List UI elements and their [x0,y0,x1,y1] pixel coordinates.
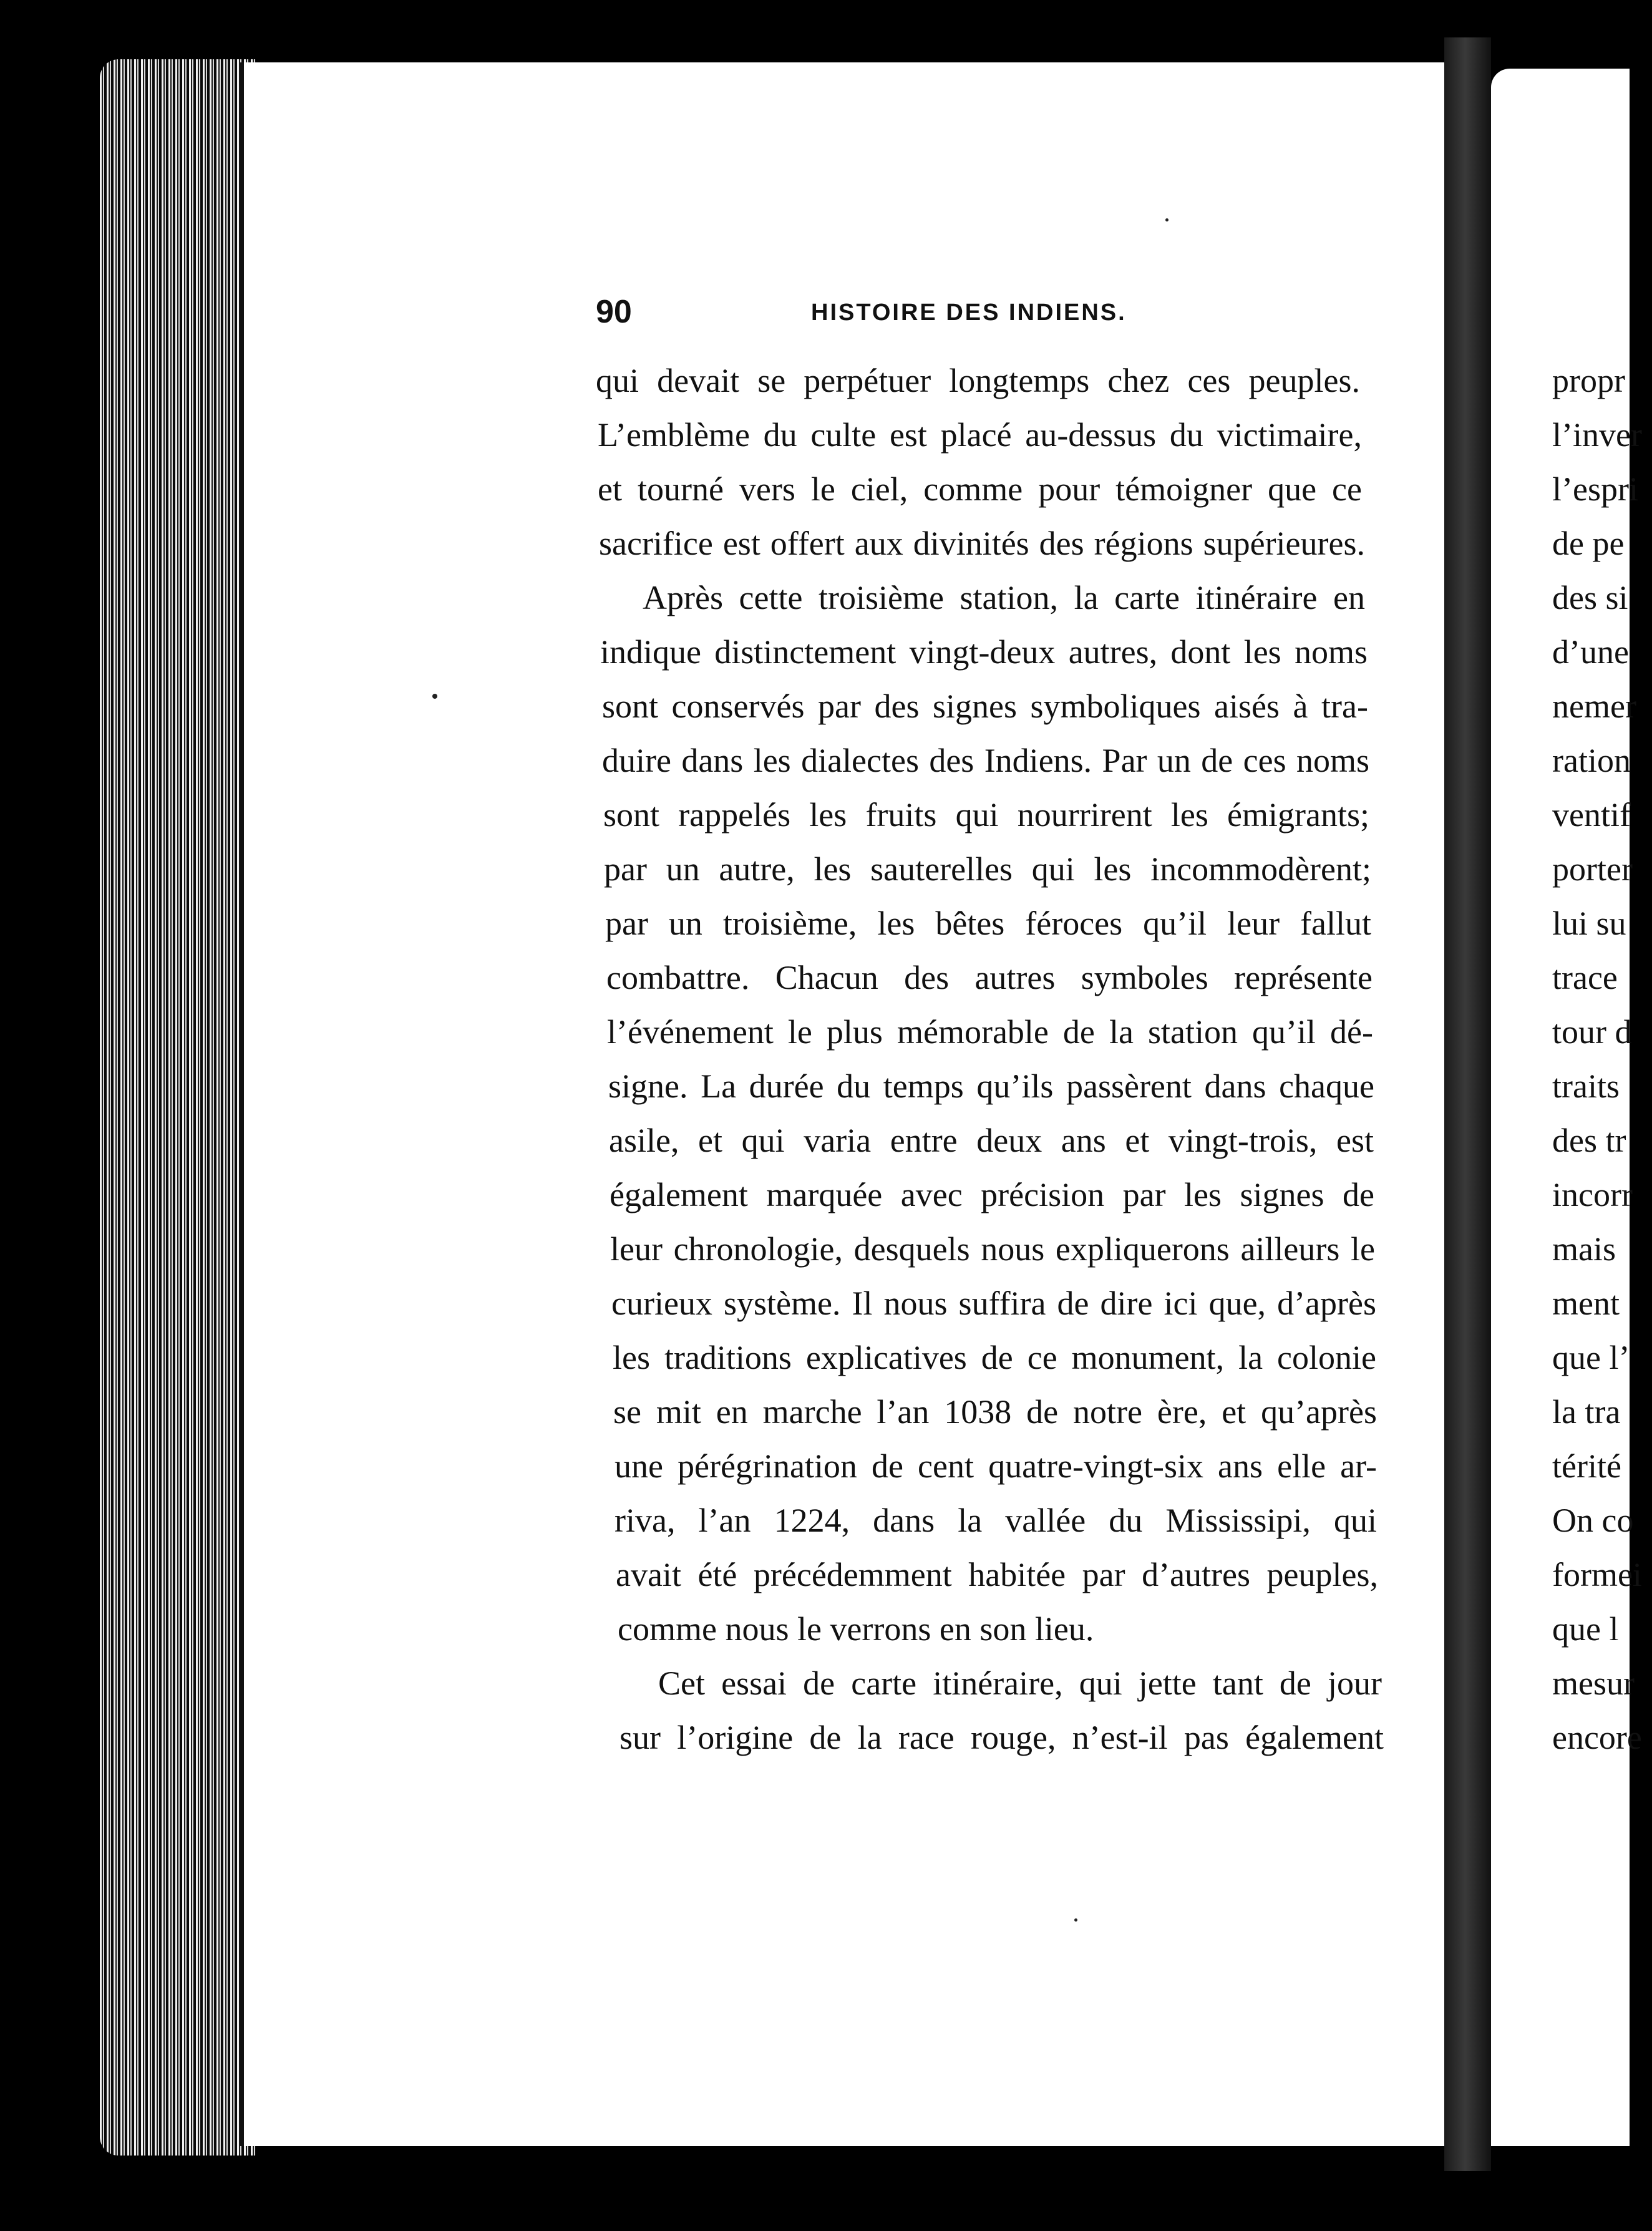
running-title: HISTOIRE DES INDIENS. [811,299,1127,326]
text-line: sont conservés par des signes symboliques aisés à tra- [602,688,1368,725]
right-text-fragment: d’une [1552,633,1629,671]
right-text-fragment: tour d [1552,1013,1632,1051]
page-speck [1165,218,1169,221]
right-text-fragment: propr [1552,362,1625,399]
text-line: asile, et qui varia entre deux ans et vingt-trois, est [609,1122,1374,1159]
right-text-fragment: formei [1552,1556,1642,1593]
page-edge-stack [100,59,256,2156]
text-line: avait été précédemment habitée par d’autres peuples, [616,1556,1378,1593]
text-line: et tourné vers le ciel, comme pour témoigner que ce [598,470,1362,508]
text-line: signe. La durée du temps qu’ils passèrent dans chaque [608,1067,1374,1105]
right-text-fragment: que l [1552,1610,1619,1648]
text-line: sont rappelés les fruits qui nourrirent les émigrants; [603,796,1369,834]
right-text-fragment: que l’ [1552,1339,1630,1376]
text-line: curieux système. Il nous suffira de dire ici que, d’après [611,1285,1376,1322]
page-number: 90 [596,294,632,330]
text-line: une pérégrination de cent quatre-vingt-six ans elle ar- [615,1447,1377,1485]
text-line: se mit en marche l’an 1038 de notre ère, et qu’après [613,1393,1377,1431]
text-line: sur l’origine de la race rouge, n’est-il pas également [620,1719,1384,1756]
right-text-fragment: la tra [1552,1393,1621,1431]
right-text-fragment: mesur [1552,1665,1635,1702]
right-text-fragment: de pe [1552,525,1625,562]
text-line: Après cette troisième station, la carte itinéraire en [643,579,1365,616]
right-text-fragment: l’espri [1552,470,1638,508]
text-line: l’événement le plus mémorable de la station qu’il dé- [607,1013,1373,1051]
right-text-fragment: incorr [1552,1176,1633,1213]
right-text-fragment: des tr [1552,1122,1626,1159]
right-text-fragment: nemer [1552,688,1636,725]
book-gutter [1444,37,1491,2171]
text-line: duire dans les dialectes des Indiens. Par un de ces noms [602,742,1369,779]
text-line: sacrifice est offert aux divinités des régions supérieures. [599,525,1365,562]
right-text-fragment: mais [1552,1230,1616,1268]
text-line: L’emblème du culte est placé au-dessus du victimaire, [598,416,1362,454]
right-text-fragment: porter [1552,850,1633,888]
text-line: leur chronologie, desquels nous expliquerons ailleurs le [610,1230,1375,1268]
right-text-fragment: trace [1552,959,1618,996]
text-line: par un troisième, les bêtes féroces qu’il leur fallut [605,905,1371,942]
text-line: riva, l’an 1224, dans la vallée du Mississipi, qui [615,1502,1377,1539]
running-head [596,293,1251,337]
text-line: les traditions explicatives de ce monument, la colonie [613,1339,1376,1376]
right-text-fragment: lui su [1552,905,1626,942]
right-text-fragment: ration [1552,742,1631,779]
right-text-fragment: traits [1552,1067,1620,1105]
page-speck [1074,1918,1077,1922]
text-line: Cet essai de carte itinéraire, qui jette tant de jour [658,1665,1382,1702]
text-line: combattre. Chacun des autres symboles représente [606,959,1373,996]
right-text-fragment: ventif [1552,796,1631,834]
text-line: qui devait se perpétuer longtemps chez ces peuples. [596,362,1360,399]
text-line: indique distinctement vingt-deux autres, dont les noms [600,633,1368,671]
right-text-fragment: On co [1552,1502,1634,1539]
right-text-fragment: térité [1552,1447,1621,1485]
right-text-fragment: encore [1552,1719,1642,1756]
text-line: comme nous le verrons en son lieu. [618,1610,1094,1648]
right-text-fragment: des si [1552,579,1628,616]
right-text-fragment: ment [1552,1285,1620,1322]
right-text-fragment: l’inver [1552,416,1642,454]
text-line: également marquée avec précision par les signes de [610,1176,1374,1213]
text-line: par un autre, les sauterelles qui les incommodèrent; [604,850,1371,888]
page-speck [432,694,437,699]
